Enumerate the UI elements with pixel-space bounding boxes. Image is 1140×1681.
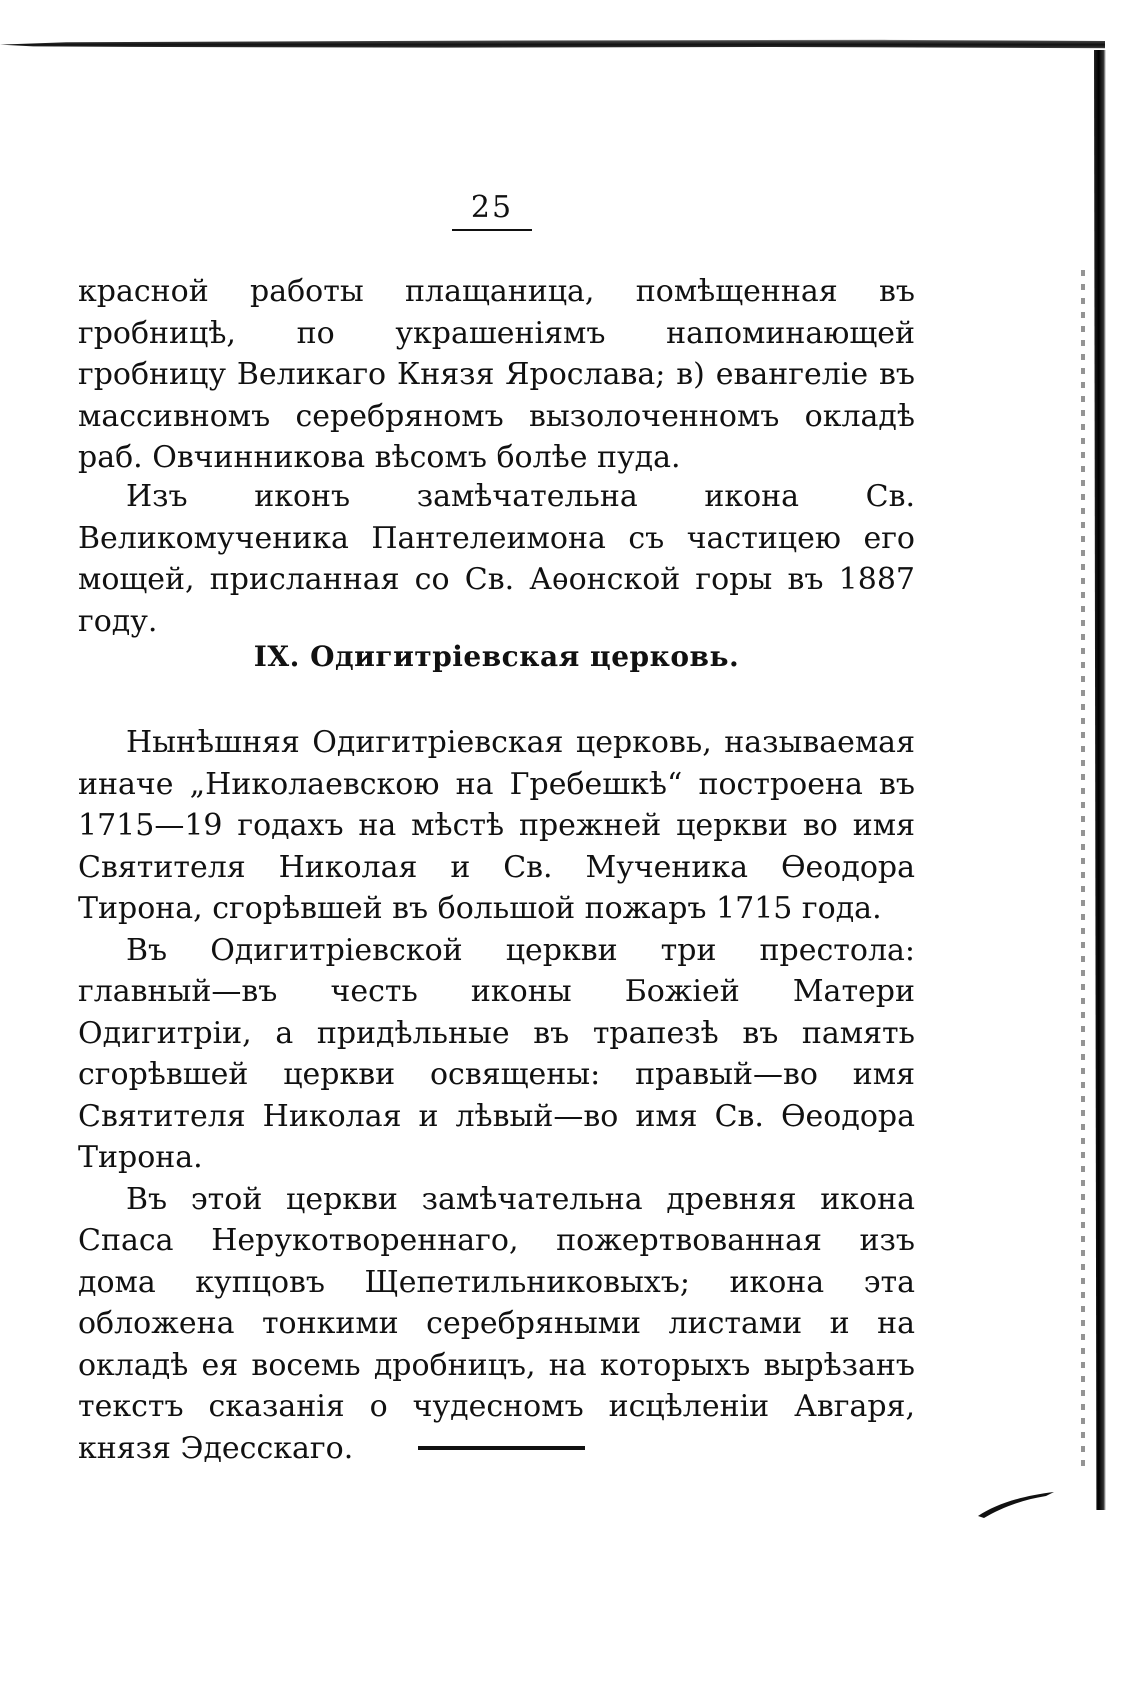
paragraph: Нынѣшняя Одигитріевская церковь, называемая иначе „Николаевскою на Гребешкѣ“ построена въ 1715—19 годахъ на мѣстѣ прежней церкви во имя Святителя Николая и Св. Мученика Ѳеодора Тирона, сгорѣвшей въ большой пожаръ 1715 года. <box>78 725 915 926</box>
paragraph: Въ этой церкви замѣчательна древняя икона Спаса Нерукотвореннаго, пожертвованная изъ дома купцовъ Щепетильниковыхъ; икона эта обложена тонкими серебряными листами и на окладѣ ея восемь дробницъ, на которыхъ вырѣзанъ текстъ сказанія о чудесномъ исцѣленіи Авгаря, князя Эдесскаго. <box>78 1181 915 1466</box>
paragraph: Въ Одигитріевской церкви три престола: главный—въ честь иконы Божіей Матери Одигитріи, а придѣльные въ трапезѣ въ память сгорѣвшей церкви освящены: правый—во имя Святителя Николая и лѣвый—во имя Св. Ѳеодора Тирона. <box>78 932 915 1175</box>
paragraph: красной работы плащаница, помѣщенная въ гробницѣ, по украшеніямъ напоминающей гробницу Великаго Князя Ярослава; в) евангеліе въ массивномъ серебряномъ вызолоченномъ окладѣ раб. Овчинникова вѣсомъ болѣе пуда. <box>78 274 915 475</box>
paragraph: Изъ иконъ замѣчательна икона Св. Великомученика Пантелеимона съ частицею его мощей, присланная со Св. Аѳонской горы въ 1887 году. <box>78 479 915 639</box>
page-number: 25 <box>470 190 514 225</box>
corner-ink-mark <box>976 1490 1056 1520</box>
page-top-edge <box>0 38 1105 50</box>
page-right-shadow <box>1081 270 1085 1470</box>
paragraph-continued <box>78 271 915 479</box>
paragraph-icons <box>78 476 915 642</box>
section-heading: IX. Одигитріевская церковь. <box>253 640 740 673</box>
page-right-edge <box>1094 50 1106 1510</box>
page-number-underline <box>452 229 532 231</box>
end-rule <box>418 1446 585 1450</box>
section-body <box>78 722 915 1469</box>
